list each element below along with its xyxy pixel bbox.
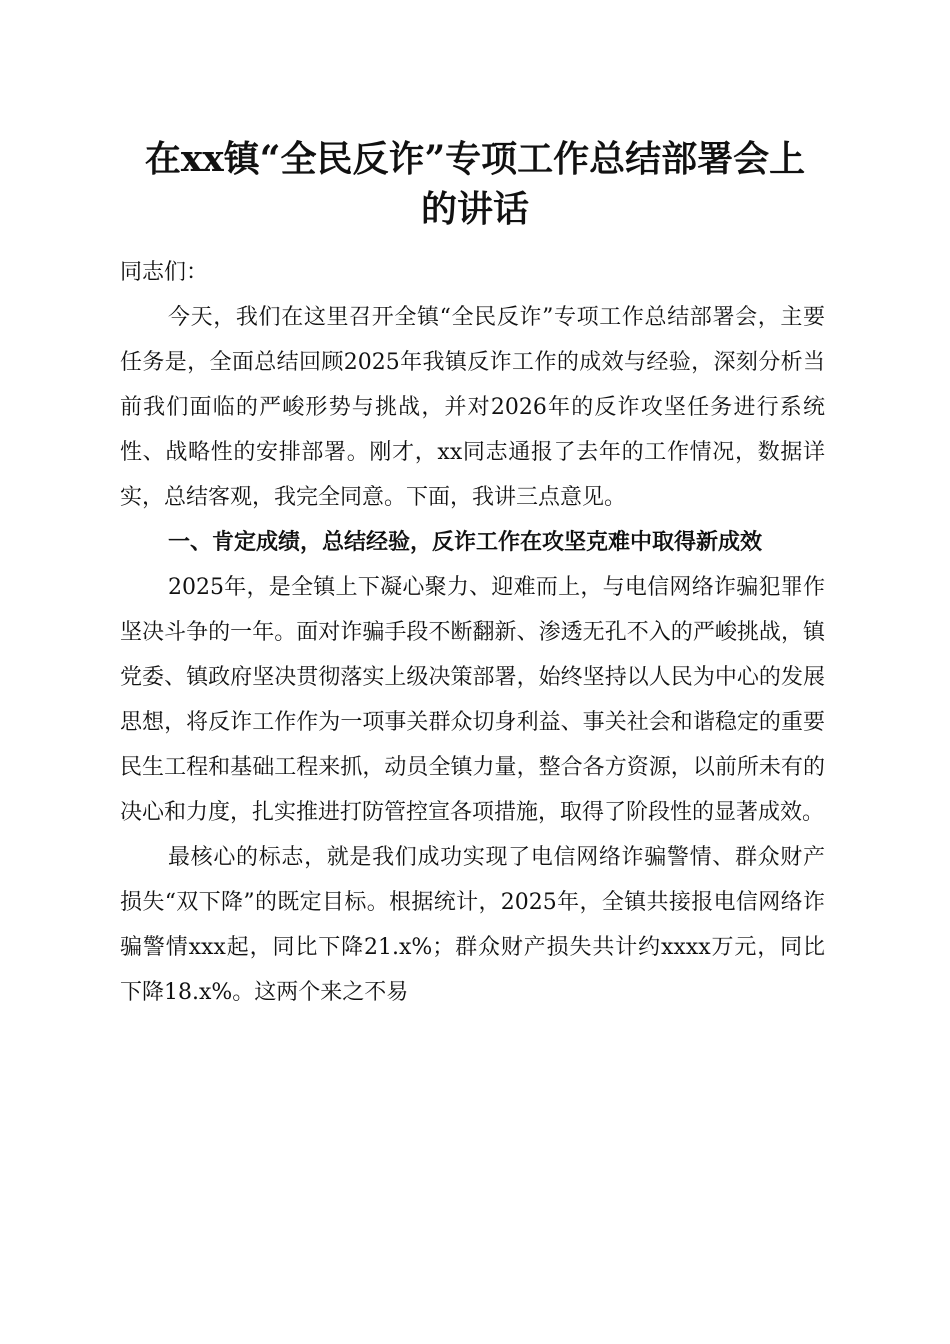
document-body	[120, 250, 825, 1015]
intro-paragraph: 今天，我们在这里召开全镇“全民反诈”专项工作总结部署会，主要任务是，全面总结回顾2025年我镇反诈工作的成效与经验，深刻分析当前我们面临的严峻形势与挑战，并对2026年的反诈攻坚任务进行系统性、战略性的安排部署。刚才，xx同志通报了去年的工作情况，数据详实，总结客观，我完全同意。下面，我讲三点意见。	[120, 305, 825, 510]
salutation: 同志们：	[120, 260, 209, 285]
section-1-paragraph-2: 最核心的标志，就是我们成功实现了电信网络诈骗警情、群众财产损失“双下降”的既定目标。根据统计，2025年，全镇共接报电信网络诈骗警情xxx起，同比下降21.x%；群众财产损失共计约xxxx万元，同比下降18.x%。这两个来之不易	[120, 845, 825, 1005]
title-line-2: 的讲话	[420, 188, 529, 230]
title-line-1: 在xx镇“全民反诈”专项工作总结部署会上	[144, 138, 806, 180]
section-1-paragraph-1: 2025年，是全镇上下凝心聚力、迎难而上，与电信网络诈骗犯罪作坚决斗争的一年。面对诈骗手段不断翻新、渗透无孔不入的严峻挑战，镇党委、镇政府坚决贯彻落实上级决策部署，始终坚持以人民为中心的发展思想，将反诈工作作为一项事关群众切身利益、事关社会和谐稳定的重要民生工程和基础工程来抓，动员全镇力量，整合各方资源，以前所未有的决心和力度，扎实推进打防管控宣各项措施，取得了阶段性的显著成效。	[120, 575, 825, 825]
document-title	[100, 134, 850, 234]
section-1-heading: 一、肯定成绩，总结经验，反诈工作在攻坚克难中取得新成效	[168, 530, 763, 555]
